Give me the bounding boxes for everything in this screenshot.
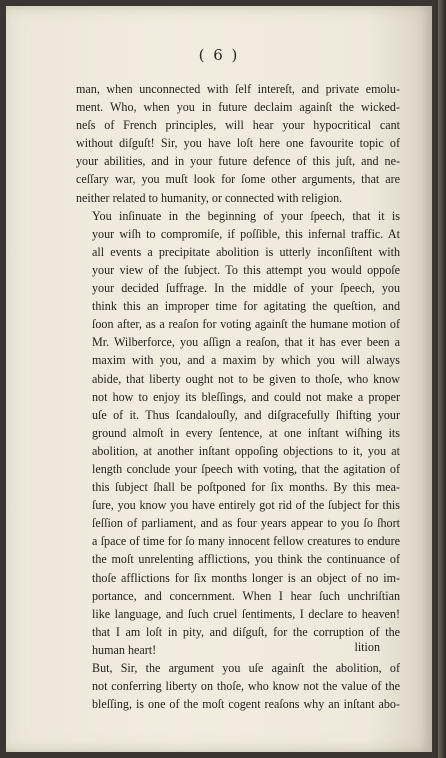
text-line: ſeſſion of parliament, and as four years appear to you ſo ſhort (92, 516, 400, 531)
text-line: ment. Who, when you in future declaim againſt the wicked- (76, 100, 400, 115)
text-line: your view of the ſubject. To this attempt you would oppoſe (92, 262, 400, 277)
text-line: without diſguſt! Sir, you have loſt here one favourite topic of (76, 136, 400, 151)
text-line: your decided ſuffrage. In the middle of your ſpeech, you (92, 281, 400, 296)
text-line: bleſſing, is one of the moſt cogent reaſons why an inſtant abo- (92, 697, 400, 712)
text-line: thoſe afflictions for ſix months longer is an object of no im- (92, 570, 400, 585)
catchword: lition (354, 640, 380, 654)
text-line: your abilities, and in your future defence of this juſt, and ne- (76, 154, 400, 169)
paragraph-1 (76, 80, 400, 207)
text-line: But, Sir, the argument you uſe againſt the abolition, of (92, 661, 400, 675)
text-line: neſs of French principles, will hear your hypocritical cant (76, 118, 400, 133)
text-line: length conclude your ſpeech with voting, that the agitation of (92, 461, 400, 476)
text-line: this ſubject ſhall be poſtponed for ſix months. By this mea- (92, 480, 400, 495)
text-line: ceſſary war, you muſt look for ſome other arguments, that are (76, 172, 400, 187)
text-line: ſure, you know you have entirely got rid of the ſubject for this (92, 498, 400, 513)
text-line: all events a precipitate abolition is utterly inconſiſtent with (92, 244, 400, 259)
text-line: a ſpace of time for ſo many innocent fellow creatures to endure (92, 534, 400, 549)
text-line: uſe of it. Thus ſcandalouſly, and diſgracefully ſhifting your (92, 407, 400, 422)
text-line: You inſinuate in the beginning of your ſpeech, that it is (92, 208, 400, 223)
text-line: think this an improper time for agitating the queſtion, and (92, 299, 400, 314)
paragraph-2 (76, 207, 400, 659)
text-line: not how to enjoy its bleſſings, and could not make a proper (92, 389, 400, 404)
book-page (6, 6, 432, 752)
text-line: Mr. Wilberforce, you aſſign a reaſon, that it has ever been a (92, 335, 400, 350)
text-line: the moſt unrelenting afflictions, you think the continuance of (92, 552, 400, 567)
text-line: abolition, at another inſtant oppoſing objections to it, you at (92, 443, 400, 458)
text-line: ground almoſt in every ſentence, at one inſtant wiſhing its (92, 425, 400, 440)
text-line: ſoon after, as a reaſon for voting againſt the humane motion of (92, 317, 400, 332)
text-line: maxim with you, and a maxim by which you will always (92, 353, 400, 368)
paragraph-3 (76, 659, 400, 713)
text-line: human heart! (92, 642, 157, 657)
book-spine-edge (438, 0, 446, 758)
body-text (76, 80, 400, 713)
text-line: abide, that liberty ought not to be given to thoſe, who know (92, 371, 400, 386)
text-line: that I am loſt in pity, and diſguſt, for the corruption of the (92, 624, 400, 639)
text-line: not conferring liberty on thoſe, who know not the value of the (92, 679, 400, 694)
text-line: portance, and concernment. When I hear ſuch unchriſtian (92, 588, 400, 603)
page-number: ( 6 ) (198, 46, 240, 64)
text-line: man, when unconnected with ſelf intereſt, and private emolu- (76, 82, 400, 96)
text-line: neither related to humanity, or connected with religion. (76, 190, 343, 205)
text-line: your wiſh to compromiſe, if poſſible, this infernal traffic. At (92, 226, 400, 241)
text-line: like language, and ſuch cruel ſentiments, I declare to heaven! (92, 606, 400, 621)
